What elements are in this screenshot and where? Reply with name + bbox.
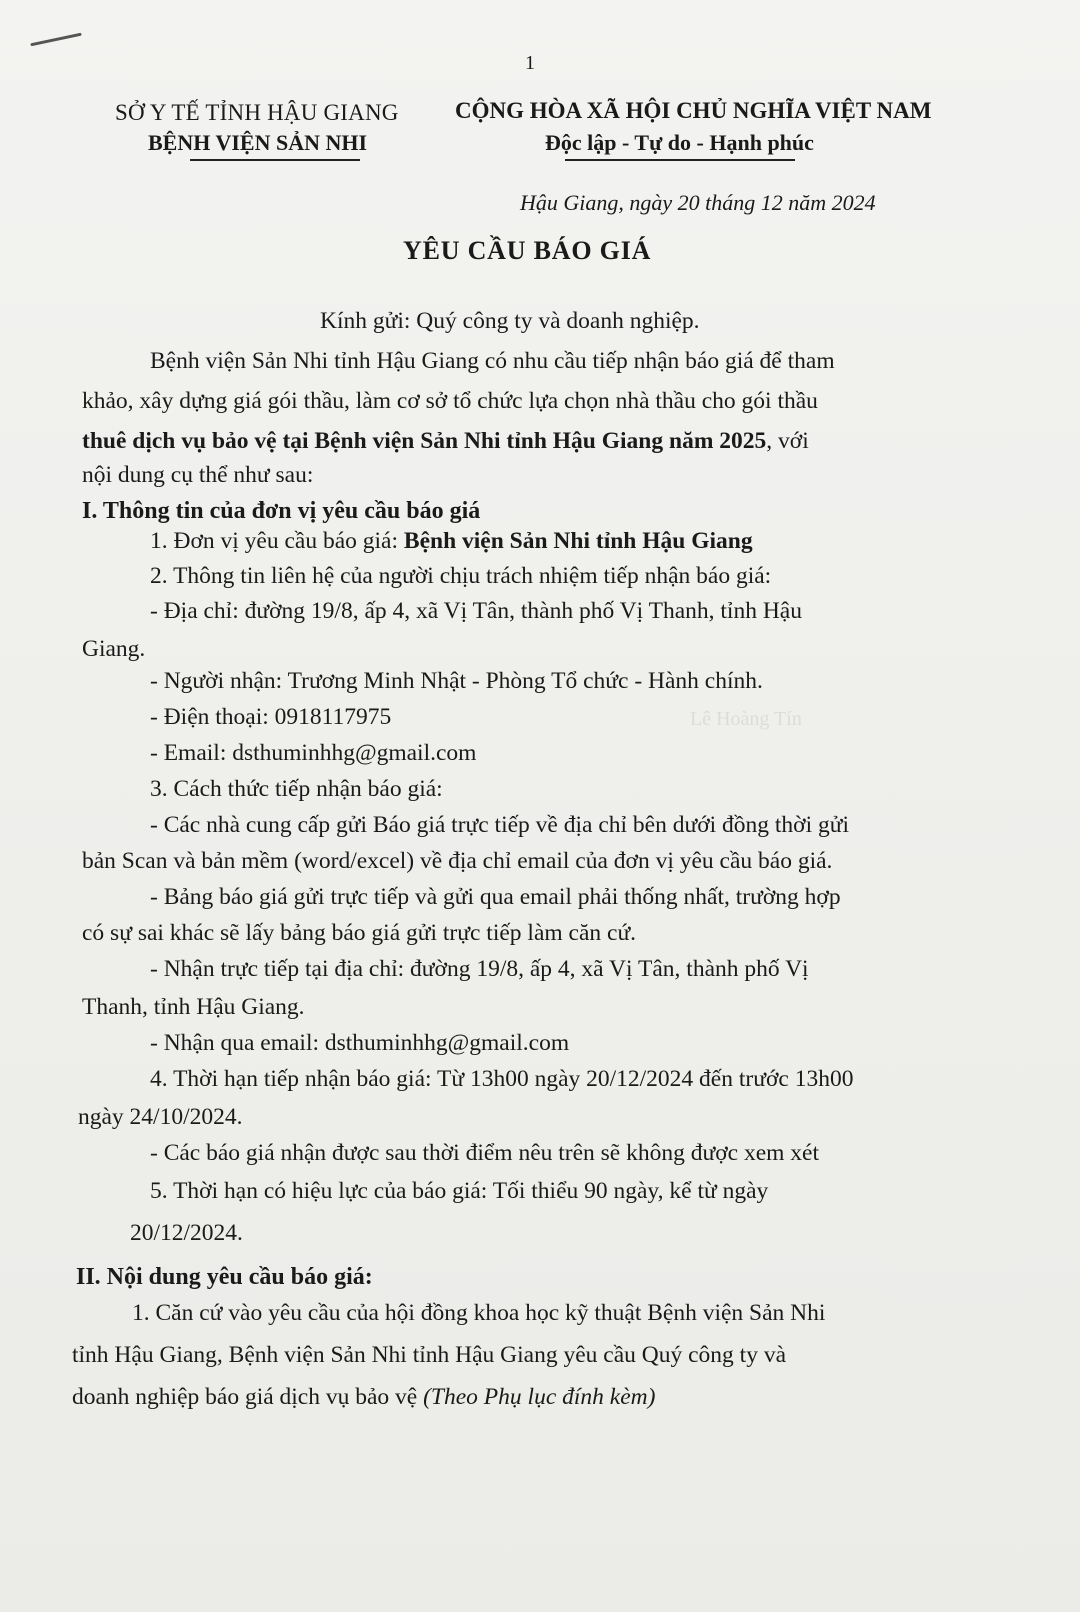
phone: - Điện thoại: 0918117975 bbox=[150, 704, 392, 730]
s1-item-3: 3. Cách thức tiếp nhận báo giá: bbox=[150, 776, 443, 802]
method-3-line-2: Thanh, tỉnh Hậu Giang. bbox=[82, 994, 305, 1020]
s2-item-1-line-1: 1. Căn cứ vào yêu cầu của hội đồng khoa học kỹ thuật Bệnh viện Sản Nhi bbox=[132, 1300, 826, 1326]
s1-item-4-note: - Các báo giá nhận được sau thời điểm nêu trên sẽ không được xem xét bbox=[150, 1140, 820, 1166]
address-line-1: - Địa chỉ: đường 19/8, ấp 4, xã Vị Tân, thành phố Vị Thanh, tỉnh Hậu bbox=[150, 598, 802, 624]
email: - Email: dsthuminhhg@gmail.com bbox=[150, 740, 477, 766]
department-name: SỞ Y TẾ TỈNH HẬU GIANG bbox=[115, 100, 399, 125]
recipient: - Người nhận: Trương Minh Nhật - Phòng Tổ chức - Hành chính. bbox=[150, 668, 763, 694]
intro-line-1: Bệnh viện Sản Nhi tỉnh Hậu Giang có nhu cầu tiếp nhận báo giá để tham bbox=[150, 348, 835, 374]
intro-line-3-tail: , với bbox=[766, 428, 809, 454]
requesting-unit: Bệnh viện Sản Nhi tỉnh Hậu Giang bbox=[403, 528, 753, 554]
page-number: 1 bbox=[525, 52, 535, 74]
section-2-heading: II. Nội dung yêu cầu báo giá: bbox=[76, 1264, 373, 1290]
method-1-line-1: - Các nhà cung cấp gửi Báo giá trực tiếp về địa chỉ bên dưới đồng thời gửi bbox=[150, 812, 850, 838]
s1-item-5-line-1: 5. Thời hạn có hiệu lực của báo giá: Tối thiểu 90 ngày, kể từ ngày bbox=[150, 1178, 769, 1204]
method-1-line-2: bản Scan và bản mềm (word/excel) về địa chỉ email của đơn vị yêu cầu báo giá. bbox=[82, 848, 833, 874]
s2-item-1-line-3: doanh nghiệp báo giá dịch vụ bảo vệ (Theo Phụ lục đính kèm) bbox=[72, 1384, 656, 1410]
section-1-heading: I. Thông tin của đơn vị yêu cầu báo giá bbox=[82, 498, 481, 524]
s1-item-4-line-2: ngày 24/10/2024. bbox=[78, 1104, 243, 1130]
greeting: Kính gửi: Quý công ty và doanh nghiệp. bbox=[320, 308, 700, 334]
s1-item-2: 2. Thông tin liên hệ của người chịu trách nhiệm tiếp nhận báo giá: bbox=[150, 563, 772, 589]
intro-line-2: khảo, xây dựng giá gói thầu, làm cơ sở tổ chức lựa chọn nhà thầu cho gói thầu bbox=[82, 388, 818, 414]
method-3-line-1: - Nhận trực tiếp tại địa chỉ: đường 19/8, ấp 4, xã Vị Tân, thành phố Vị bbox=[150, 956, 809, 982]
package-name: thuê dịch vụ bảo vệ tại Bệnh viện Sản Nhi tỉnh Hậu Giang năm 2025 bbox=[82, 428, 767, 454]
document-title: YÊU CẦU BÁO GIÁ bbox=[403, 236, 652, 265]
intro-line-4: nội dung cụ thể như sau: bbox=[82, 462, 314, 488]
s1-item-5-line-2: 20/12/2024. bbox=[130, 1220, 243, 1246]
method-4: - Nhận qua email: dsthuminhhg@gmail.com bbox=[150, 1030, 570, 1056]
national-motto: Độc lập - Tự do - Hạnh phúc bbox=[545, 130, 814, 155]
header-right-rule bbox=[565, 159, 795, 161]
national-title: CỘNG HÒA XÃ HỘI CHỦ NGHĨA VIỆT NAM bbox=[455, 98, 932, 123]
method-2-line-1: - Bảng báo giá gửi trực tiếp và gửi qua email phải thống nhất, trường hợp bbox=[150, 884, 841, 910]
appendix-reference: (Theo Phụ lục đính kèm) bbox=[423, 1384, 656, 1410]
bleed-through-text: Lê Hoàng Tín bbox=[690, 708, 802, 730]
s1-item-1: 1. Đơn vị yêu cầu báo giá: Bệnh viện Sản Nhi tỉnh Hậu Giang bbox=[150, 528, 753, 554]
address-line-2: Giang. bbox=[82, 636, 146, 662]
intro-line-3 bbox=[82, 428, 809, 455]
s1-item-4-line-1: 4. Thời hạn tiếp nhận báo giá: Từ 13h00 ngày 20/12/2024 đến trước 13h00 bbox=[150, 1066, 854, 1092]
pen-mark bbox=[30, 33, 81, 47]
s2-item-1-line-2: tỉnh Hậu Giang, Bệnh viện Sản Nhi tỉnh Hậu Giang yêu cầu Quý công ty và bbox=[72, 1342, 786, 1368]
method-2-line-2: có sự sai khác sẽ lấy bảng báo giá gửi trực tiếp làm căn cứ. bbox=[82, 920, 637, 946]
hospital-name: BỆNH VIỆN SẢN NHI bbox=[148, 130, 368, 155]
header-left-rule bbox=[190, 159, 360, 161]
date-line: Hậu Giang, ngày 20 tháng 12 năm 2024 bbox=[520, 190, 876, 215]
